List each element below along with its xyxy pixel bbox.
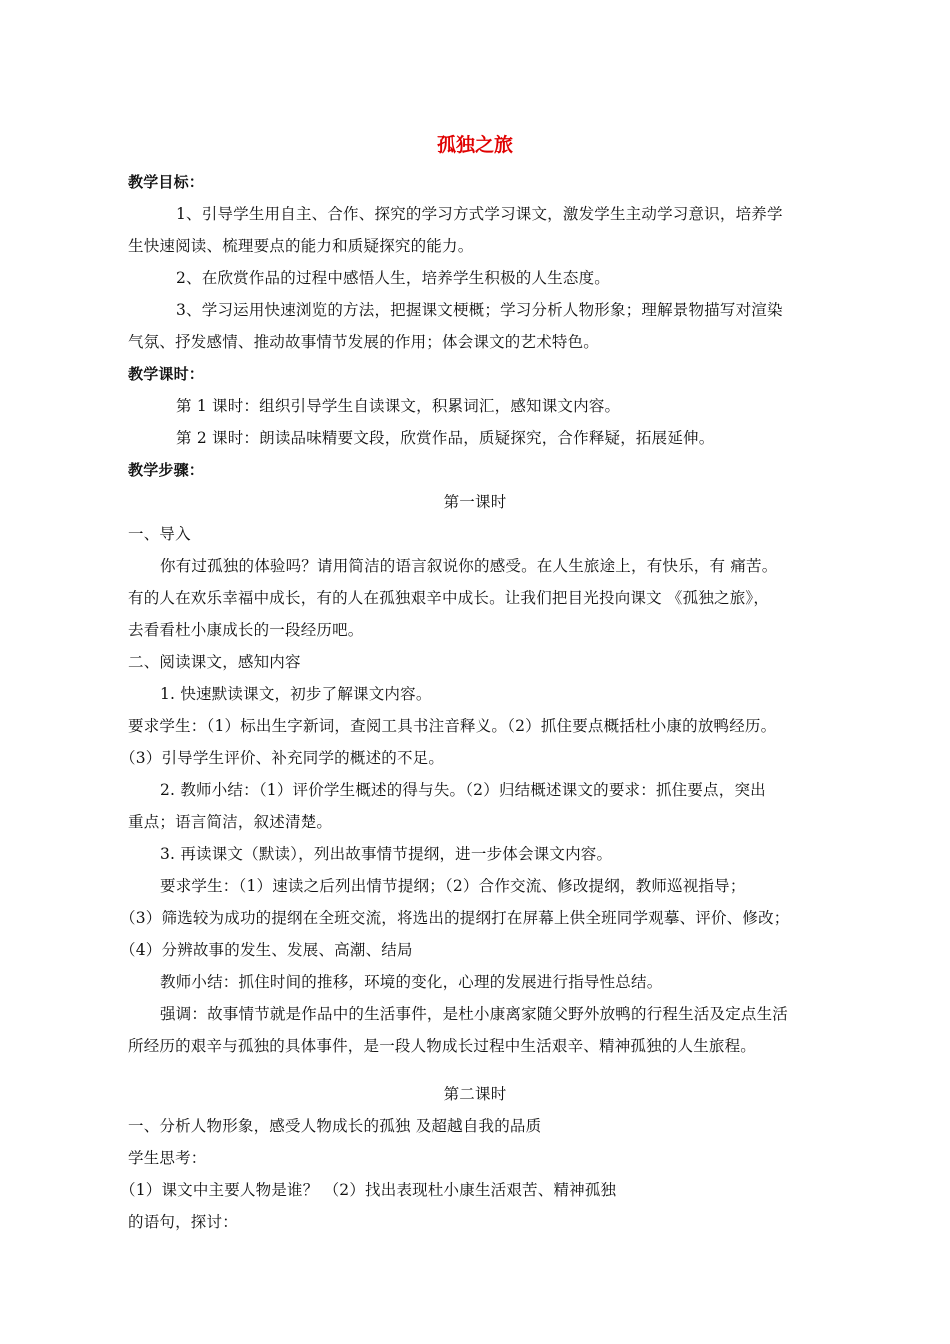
reading-step-2-line-1: 2. 教师小结：（1）评价学生概述的得与失。（2）归结概述课文的要求：抓住要点，突出 — [160, 781, 766, 799]
intro-line-2: 有的人在欢乐幸福中成长，有的人在孤独艰辛中成长。让我们把目光投向课文 《孤独之旅》， — [128, 589, 770, 607]
period-2: 第 2 课时：朗读品味精要文段，欣赏作品，质疑探究，合作释疑，拓展延伸。 — [176, 429, 715, 447]
objective-1-line-2: 生快速阅读、梳理要点的能力和质疑探究的能力。 — [128, 237, 474, 255]
requirement-2-line-2: （3）筛选较为成功的提纲在全班交流，将选出的提纲打在屏幕上供全班同学观摹、评价、修改； — [120, 909, 790, 927]
intro-heading: 一、导入 — [128, 525, 191, 543]
question-line-2: 的语句，探讨： — [128, 1213, 238, 1231]
periods-heading: 教学课时： — [128, 365, 205, 383]
document-title: 孤独之旅 — [436, 134, 513, 156]
objective-1-line-1: 1、引导学生用自主、合作、探究的学习方式学习课文，激发学生主动学习意识，培养学 — [176, 205, 783, 223]
intro-line-1: 你有过孤独的体验吗？请用简洁的语言叙说你的感受。在人生旅途上，有快乐，有 痛苦。 — [160, 557, 778, 575]
intro-line-3: 去看看杜小康成长的一段经历吧。 — [128, 621, 364, 639]
emphasis-line-1: 强调：故事情节就是作品中的生活事件，是杜小康离家随父野外放鸭的行程生活及定点生活 — [160, 1005, 789, 1023]
reading-step-2-line-2: 重点；语言简洁，叙述清楚。 — [128, 813, 333, 831]
objective-2: 2、在欣赏作品的过程中感悟人生，培养学生积极的人生态度。 — [176, 269, 610, 287]
emphasis-line-2: 所经历的艰辛与孤独的具体事件，是一段人物成长过程中生活艰辛、精神孤独的人生旅程。 — [128, 1037, 757, 1055]
requirement-1-line-1: 要求学生：（1）标出生字新词，查阅工具书注音释义。（2）抓住要点概括杜小康的放鸭经历。 — [128, 717, 777, 735]
steps-heading: 教学步骤： — [128, 461, 205, 479]
period-1: 第 1 课时：组织引导学生自读课文，积累词汇，感知课文内容。 — [176, 397, 621, 415]
analysis-heading: 一、分析人物形象，感受人物成长的孤独 及超越自我的品质 — [128, 1117, 542, 1135]
teacher-summary: 教师小结：抓住时间的推移，环境的变化，心理的发展进行指导性总结。 — [160, 973, 663, 991]
requirement-2-line-1: 要求学生：（1）速读之后列出情节提纲；（2）合作交流、修改提纲，教师巡视指导； — [160, 877, 746, 895]
requirement-1-line-2: （3）引导学生评价、补充同学的概述的不足。 — [120, 749, 445, 767]
requirement-2-line-3: （4）分辨故事的发生、发展、高潮、结局 — [120, 941, 413, 959]
objective-3-line-1: 3、学习运用快速浏览的方法，把握课文梗概；学习分析人物形象；理解景物描写对渲染 — [176, 301, 783, 319]
reading-heading: 二、阅读课文，感知内容 — [128, 653, 301, 671]
reading-step-1: 1. 快速默读课文，初步了解课文内容。 — [160, 685, 432, 703]
objectives-heading: 教学目标： — [128, 173, 205, 191]
objective-3-line-2: 气氛、抒发感情、推动故事情节发展的作用；体会课文的艺术特色。 — [128, 333, 600, 351]
reading-step-3: 3. 再读课文（默读），列出故事情节提纲，进一步体会课文内容。 — [160, 845, 613, 863]
question-line-1: （1）课文中主要人物是谁？ （2）找出表现杜小康生活艰苦、精神孤独 — [120, 1181, 617, 1199]
student-think: 学生思考： — [128, 1149, 207, 1167]
lesson-2-heading: 第二课时 — [443, 1085, 507, 1103]
lesson-1-heading: 第一课时 — [443, 493, 507, 511]
